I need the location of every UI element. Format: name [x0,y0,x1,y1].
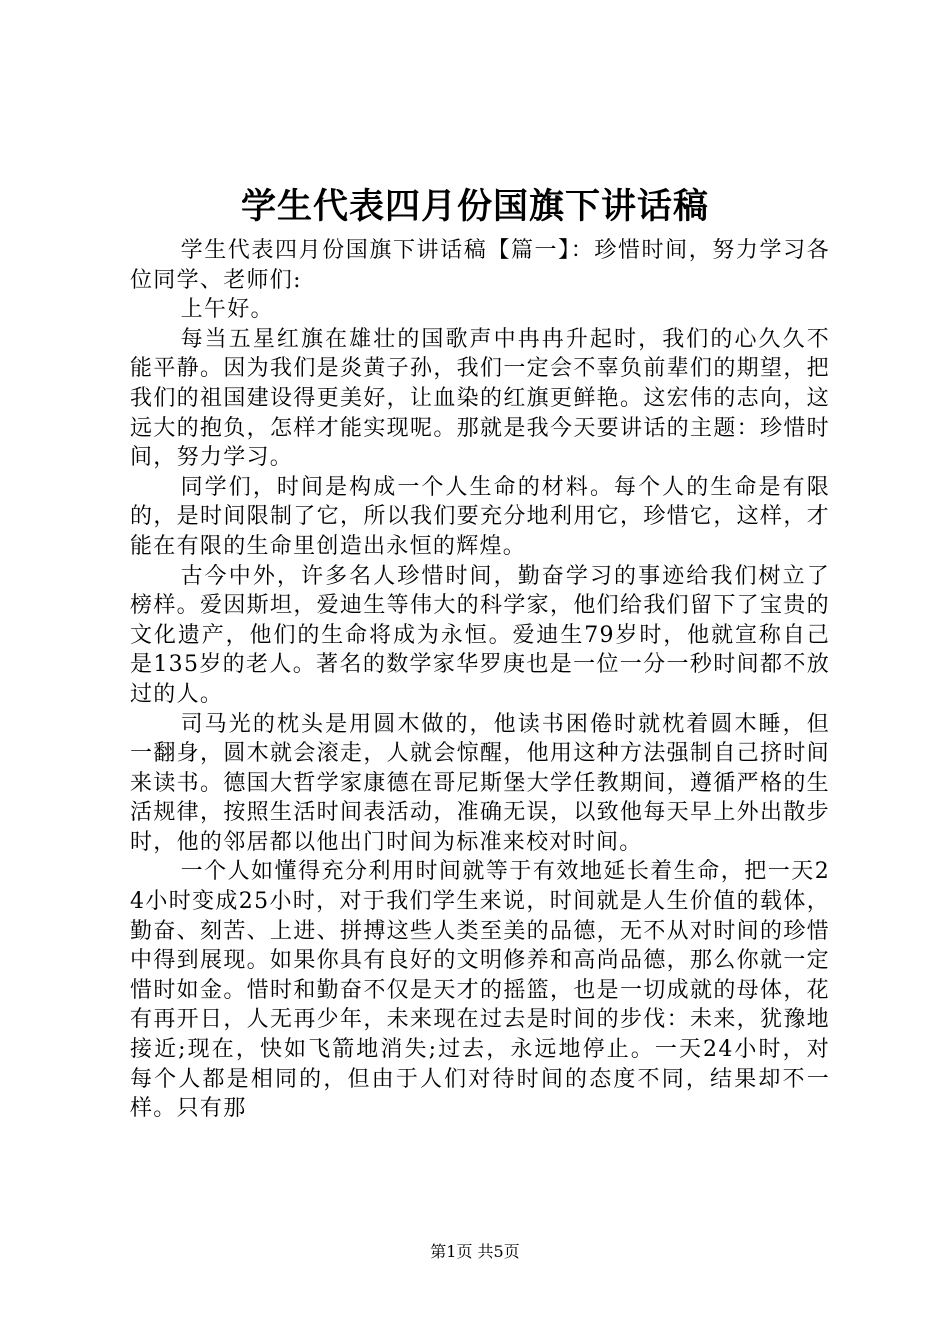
page-number-footer: 第1页 共5页 [430,1242,520,1261]
document-body [130,236,830,1124]
paragraph-5: 古今中外，许多名人珍惜时间，勤奋学习的事迹给我们树立了榜样。爱因斯坦，爱迪生等伟大的科学家，他们给我们留下了宝贵的文化遗产，他们的生命将成为永恒。爱迪生79岁时，他就宣称自己是135岁的老人。著名的数学家华罗庚也是一位一分一秒时间都不放过的人。 [130,563,830,707]
document-title: 学生代表四月份国旗下讲话稿 [240,186,709,227]
paragraph-7: 一个人如懂得充分利用时间就等于有效地延长着生命，把一天24小时变成25小时，对于我们学生来说，时间就是人生价值的载体，勤奋、刻苦、上进、拼搏这些人类至美的品德，无不从对时间的珍惜中得到展现。如果你具有良好的文明修养和高尚品德，那么你就一定惜时如金。惜时和勤奋不仅是天才的摇篮，也是一切成就的母体，花有再开日，人无再少年，未来现在过去是时间的步伐：未来，犹豫地接近;现在，快如飞箭地消失;过去，永远地停止。一天24小时，对每个人都是相同的，但由于人们对待时间的态度不同，结果却不一样。只有那 [130,859,830,1122]
paragraph-1: 学生代表四月份国旗下讲话稿【篇一】：珍惜时间，努力学习各位同学、老师们: [130,238,830,293]
paragraph-4: 同学们，时间是构成一个人生命的材料。每个人的生命是有限的，是时间限制了它，所以我们要充分地利用它，珍惜它，这样，才能在有限的生命里创造出永恒的辉煌。 [130,474,830,559]
paragraph-6: 司马光的枕头是用圆木做的，他读书困倦时就枕着圆木睡，但一翻身，圆木就会滚走，人就会惊醒，他用这种方法强制自己挤时间来读书。德国大哲学家康德在哥尼斯堡大学任教期间，遵循严格的生活规律，按照生活时间表活动，准确无误，以致他每天早上外出散步时，他的邻居都以他出门时间为标准来校对时间。 [130,711,830,855]
paragraph-2: 上午好。 [180,297,274,323]
paragraph-3: 每当五星红旗在雄壮的国歌声中冉冉升起时，我们的心久久不能平静。因为我们是炎黄子孙，我们一定会不辜负前辈们的期望，把我们的祖国建设得更美好，让血染的红旗更鲜艳。这宏伟的志向，这远大的抱负，怎样才能实现呢。那就是我今天要讲话的主题：珍惜时间，努力学习。 [130,326,830,471]
